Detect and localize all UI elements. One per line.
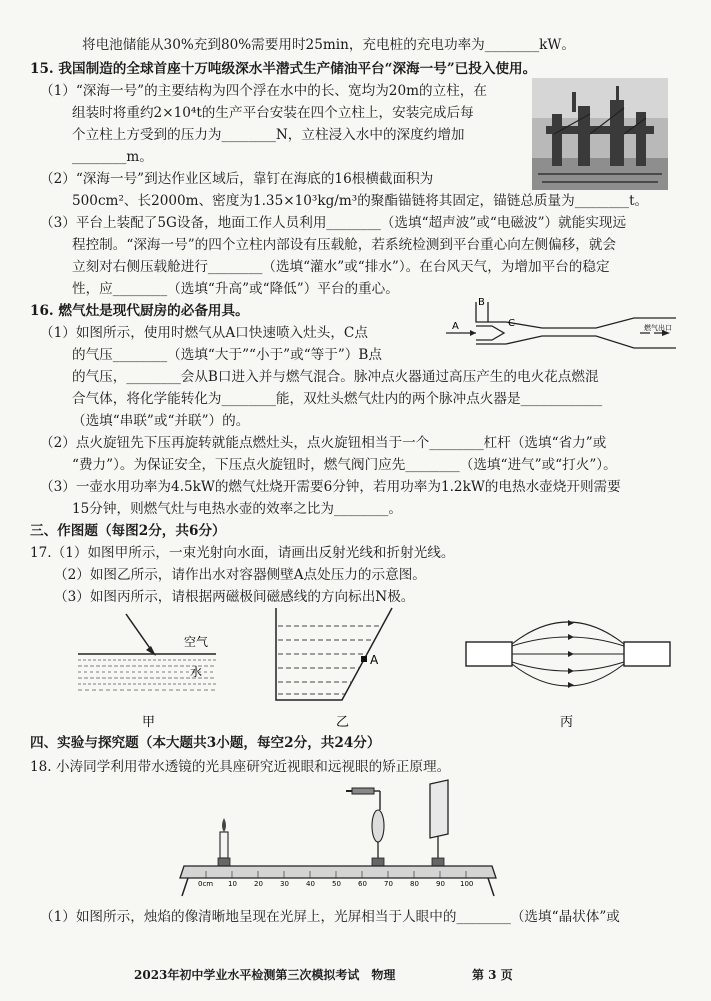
caption-bing: 丙 <box>560 715 574 730</box>
text-line: （2）如图乙所示，请作出水对容器侧壁A点处压力的示意图。 <box>54 567 426 583</box>
text-line: 个立柱上方受到的压力为________N，立柱浸入水中的深度约增加 <box>72 127 465 143</box>
tick-label: 50 <box>332 880 341 888</box>
text-line: （3）如图丙所示，请根据两磁极间磁感线的方向标出N极。 <box>54 589 415 605</box>
section-heading-experiment: 四、实验与探究题（本大题共3小题，每空2分，共24分） <box>30 735 381 751</box>
text-line: （1）如图所示，烛焰的像清晰地呈现在光屏上，光屏相当于人眼中的________（选填“晶状体”或 <box>40 909 620 925</box>
label-c: C <box>508 318 515 329</box>
point-a-label: A <box>370 653 379 667</box>
figure-jia <box>76 606 222 730</box>
text-line: 15分钟，则燃气灶与电热水壶的效率之比为________。 <box>72 501 402 517</box>
text-line: 性，应________（选填“升高”或“降低”）平台的重心。 <box>72 281 399 297</box>
text-line: 立刻对右侧压载舱进行________（选填“灌水”或“排水”）。在台风天气，为增加平台的稳定 <box>72 259 610 275</box>
question-15-stem: 15. 我国制造的全球首座十万吨级深水半潜式生产储油平台“深海一号”已投入使用。 <box>30 61 537 77</box>
footer-page-number: 第 3 页 <box>472 968 513 982</box>
tick-label: 90 <box>436 880 445 888</box>
text-line: 程控制。“深海一号”的四个立柱内部设有压载舱，若系统检测到平台重心向左侧偏移，就会 <box>72 237 617 253</box>
text-line: 18. 小涛同学利用带水透镜的光具座研究近视眼和远视眼的矫正原理。 <box>30 759 451 775</box>
scale-unit: 0cm <box>198 880 214 888</box>
optical-bench <box>176 778 504 900</box>
water-label: 水 <box>190 665 203 679</box>
text-line: （2）“深海一号”到达作业区域后，靠钉在海底的16根横截面积为 <box>40 171 434 187</box>
text-line: （1）如图所示，使用时燃气从A口快速喷入灶头，C点 <box>40 325 368 341</box>
text-line: （3）一壶水用功率为4.5kW的燃气灶烧开需要6分钟，若用功率为1.2kW的电热水壶烧开则需要 <box>40 479 621 495</box>
outlet-label: 燃气出口 <box>644 324 672 332</box>
text-line: （3）平台上装配了5G设备，地面工作人员利用________（选填“超声波”或“电磁波”）就能实现远 <box>40 215 627 231</box>
label-a: A <box>452 321 459 332</box>
tick-label: 60 <box>358 880 367 888</box>
tick-label: 100 <box>460 880 474 888</box>
text-line: 的气压，________会从B口进入并与燃气混合。脉冲点火器通过高压产生的电火花点燃混 <box>72 369 599 385</box>
tick-label: 70 <box>384 880 393 888</box>
text-line: 的气压________（选填“大于”“小于”或“等于”）B点 <box>72 347 382 363</box>
figure-bing <box>464 606 672 730</box>
section-heading-drawing: 三、作图题（每图2分，共6分） <box>30 523 226 539</box>
tick-label: 40 <box>306 880 315 888</box>
text-line: 将电池储能从30%充到80%需要用时25min，充电桩的充电功率为________kW。 <box>82 37 575 53</box>
question-16-stem: 16. 燃气灶是现代厨房的必备用具。 <box>30 303 249 319</box>
text-line: （选填“串联”或“并联”）的。 <box>72 413 250 429</box>
text-line: （2）点火旋钮先下压再旋转就能点燃灶头，点火旋钮相当于一个________杠杆（选填“省力”或 <box>40 435 607 451</box>
caption-yi: 乙 <box>336 715 350 730</box>
label-b: B <box>478 297 485 308</box>
text-line: 合气体，将化学能转化为________能，双灶头燃气灶内的两个脉冲点火器是____________ <box>72 391 603 407</box>
tick-label: 80 <box>410 880 419 888</box>
tick-label: 10 <box>228 880 237 888</box>
air-label: 空气 <box>184 635 209 649</box>
text-line: 组装时将重约2×10⁴t的生产平台安装在四个立柱上，安装完成后每 <box>72 105 474 121</box>
text-line: “费力”）。为保证安全，下压点火旋钮时，燃气阀门应先________（选填“进气”或“打火”）。 <box>72 457 617 473</box>
tick-label: 30 <box>280 880 289 888</box>
text-line: 17.（1）如图甲所示，一束光射向水面，请画出反射光线和折射光线。 <box>30 545 455 561</box>
text-line: （1）“深海一号”的主要结构为四个浮在水中的长、宽均为20m的立柱，在 <box>40 83 487 99</box>
caption-jia: 甲 <box>142 715 156 730</box>
gas-stove-diagram <box>446 296 684 366</box>
footer-exam-title: 2023年初中学业水平检测第三次模拟考试 物理 <box>134 968 396 982</box>
platform-photo <box>532 78 668 190</box>
text-line: ________m。 <box>72 149 153 165</box>
tick-label: 20 <box>254 880 263 888</box>
figure-yi <box>270 604 406 730</box>
text-line: 500cm²、长2000m、密度为1.35×10³kg/m³的聚酯锚链将其固定，锚链总质量为________t。 <box>72 193 649 209</box>
